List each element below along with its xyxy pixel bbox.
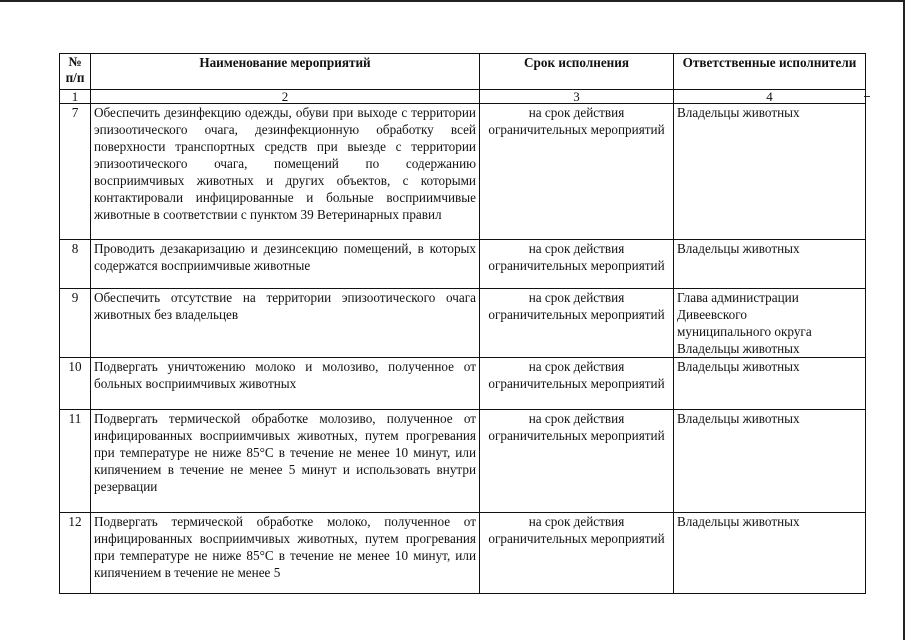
row-number: 7 — [60, 104, 91, 240]
row-measure: Проводить дезакаризацию и дезинсекцию помещений, в которых содержатся восприимчивые животные — [91, 240, 480, 289]
row-measure: Подвергать уничтожению молоко и молозиво, полученное от больных восприимчивых животных — [91, 358, 480, 410]
row-number: 8 — [60, 240, 91, 289]
row-deadline: на срок действия ограничительных мероприятий — [480, 410, 674, 513]
table-row — [60, 289, 866, 358]
responsible-line: Глава администрации — [677, 290, 799, 305]
row-number: 9 — [60, 289, 91, 358]
measures-table — [59, 53, 866, 594]
table-row — [60, 513, 866, 594]
responsible-line: Владельцы животных — [677, 514, 800, 529]
row-responsible — [674, 513, 866, 594]
column-index-cell: 1 — [60, 90, 91, 104]
row-responsible — [674, 410, 866, 513]
header-measures: Наименование мероприятий — [91, 54, 480, 90]
responsible-line: Владельцы животных — [677, 411, 800, 426]
column-index-row — [60, 90, 866, 104]
responsible-line: Дивеевского — [677, 307, 747, 322]
row-deadline: на срок действия ограничительных мероприятий — [480, 104, 674, 240]
row-responsible — [674, 240, 866, 289]
row-measure: Подвергать термической обработке молоко, полученное от инфицированных восприимчивых животных, путем прогревания при температуре не ниже 85°С в течение не менее 10 минут, или кипячением в течение не менее 5 — [91, 513, 480, 594]
header-responsible: Ответственные исполнители — [674, 54, 866, 90]
responsible-line: Владельцы животных — [677, 359, 800, 374]
row-responsible — [674, 104, 866, 240]
table-row — [60, 240, 866, 289]
row-number: 11 — [60, 410, 91, 513]
row-number: 10 — [60, 358, 91, 410]
row-deadline: на срок действия ограничительных мероприятий — [480, 513, 674, 594]
row-measure: Обеспечить отсутствие на территории эпизоотического очага животных без владельцев — [91, 289, 480, 358]
row-deadline: на срок действия ограничительных мероприятий — [480, 289, 674, 358]
column-index-cell: 3 — [480, 90, 674, 104]
row-responsible — [674, 289, 866, 358]
table-row — [60, 104, 866, 240]
responsible-line: Владельцы животных — [677, 105, 800, 120]
header-number: № п/п — [60, 54, 91, 90]
table-row — [60, 410, 866, 513]
header-row — [60, 54, 866, 90]
table-row — [60, 358, 866, 410]
responsible-line: Владельцы животных — [677, 241, 800, 256]
column-index-cell: 2 — [91, 90, 480, 104]
row-number: 12 — [60, 513, 91, 594]
responsible-line: Владельцы животных — [677, 341, 800, 356]
row-measure: Подвергать термической обработке молозиво, полученное от инфицированных восприимчивых животных, путем прогревания при температуре не ниже 85°С в течение не менее 10 минут, или кипячением в течение не менее 5 минут и использовать внутри резервации — [91, 410, 480, 513]
row-deadline: на срок действия ограничительных мероприятий — [480, 240, 674, 289]
row-measure: Обеспечить дезинфекцию одежды, обуви при выходе с территории эпизоотического очага, дезинфекционную обработку всей поверхности транспортных средств при выезде с территории эпизоотического очага, помещений по содержанию восприимчивых животных и других объектов, с которыми контактировали инфицированные и больные восприимчивые животные в соответствии с пунктом 39 Ветеринарных правил — [91, 104, 480, 240]
column-index-cell: 4 — [674, 90, 866, 104]
row-responsible — [674, 358, 866, 410]
header-deadline: Срок исполнения — [480, 54, 674, 90]
responsible-line: муниципального округа — [677, 324, 812, 339]
scan-edge-top — [0, 0, 905, 2]
row-deadline: на срок действия ограничительных мероприятий — [480, 358, 674, 410]
